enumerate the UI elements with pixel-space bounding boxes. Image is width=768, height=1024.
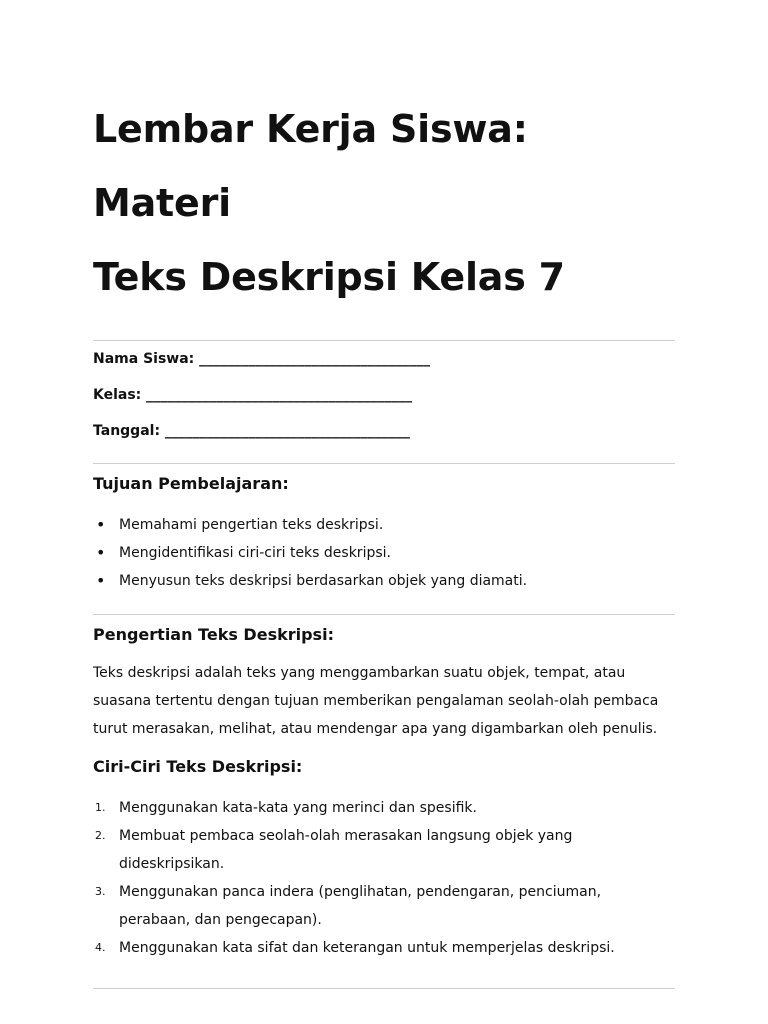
item-number: 3.: [95, 885, 106, 898]
list-item: [93, 934, 675, 962]
divider: [93, 988, 675, 989]
worksheet-content: [93, 92, 675, 989]
student-name-field[interactable]: Nama Siswa: _________________________________: [93, 351, 431, 367]
item-number: 1.: [95, 801, 106, 814]
characteristics-list: [93, 794, 675, 962]
list-item: • Memahami pengertian teks deskripsi.: [93, 511, 675, 539]
item-line: Membuat pembaca seolah-olah merasakan langsung objek yang: [119, 828, 573, 844]
item-number: 2.: [95, 829, 106, 842]
item-line: Menggunakan panca indera (penglihatan, pendengaran, penciuman,: [119, 884, 602, 900]
objectives-section: [93, 474, 675, 595]
divider: [93, 463, 675, 464]
item-line: Menggunakan kata-kata yang merinci dan spesifik.: [119, 800, 477, 816]
list-item: • Mengidentifikasi ciri-ciri teks deskripsi.: [93, 539, 675, 567]
paragraph-line: Teks deskripsi adalah teks yang menggambarkan suatu objek, tempat, atau: [93, 665, 626, 681]
list-item: • Menyusun teks deskripsi berdasarkan objek yang diamati.: [93, 567, 675, 595]
objectives-list: [93, 511, 675, 595]
item-line: perabaan, dan pengecapan).: [119, 912, 322, 928]
list-item: [93, 878, 675, 934]
page-title: [93, 92, 675, 314]
list-item: [93, 794, 675, 822]
objectives-heading: Tujuan Pembelajaran:: [93, 474, 289, 493]
list-item: [93, 822, 675, 878]
item-line: dideskripsikan.: [119, 856, 225, 872]
student-info-fields: [93, 341, 675, 449]
definition-section: [93, 625, 675, 743]
definition-heading: Pengertian Teks Deskripsi:: [93, 625, 334, 644]
title-line-2: Teks Deskripsi Kelas 7: [93, 255, 565, 299]
characteristics-section: [93, 757, 675, 962]
divider: [93, 614, 675, 615]
item-number: 4.: [95, 941, 106, 954]
paragraph-line: turut merasakan, melihat, atau mendengar apa yang digambarkan oleh penulis.: [93, 721, 658, 737]
title-line-1: Lembar Kerja Siswa: Materi: [93, 107, 528, 225]
date-field[interactable]: Tanggal: ___________________________________: [93, 423, 410, 439]
item-line: Menggunakan kata sifat dan keterangan untuk memperjelas deskripsi.: [119, 940, 615, 956]
characteristics-heading: Ciri-Ciri Teks Deskripsi:: [93, 757, 303, 776]
definition-paragraph: [93, 659, 675, 743]
class-field[interactable]: Kelas: ______________________________________: [93, 387, 413, 403]
paragraph-line: suasana tertentu dengan tujuan memberikan pengalaman seolah-olah pembaca: [93, 693, 659, 709]
